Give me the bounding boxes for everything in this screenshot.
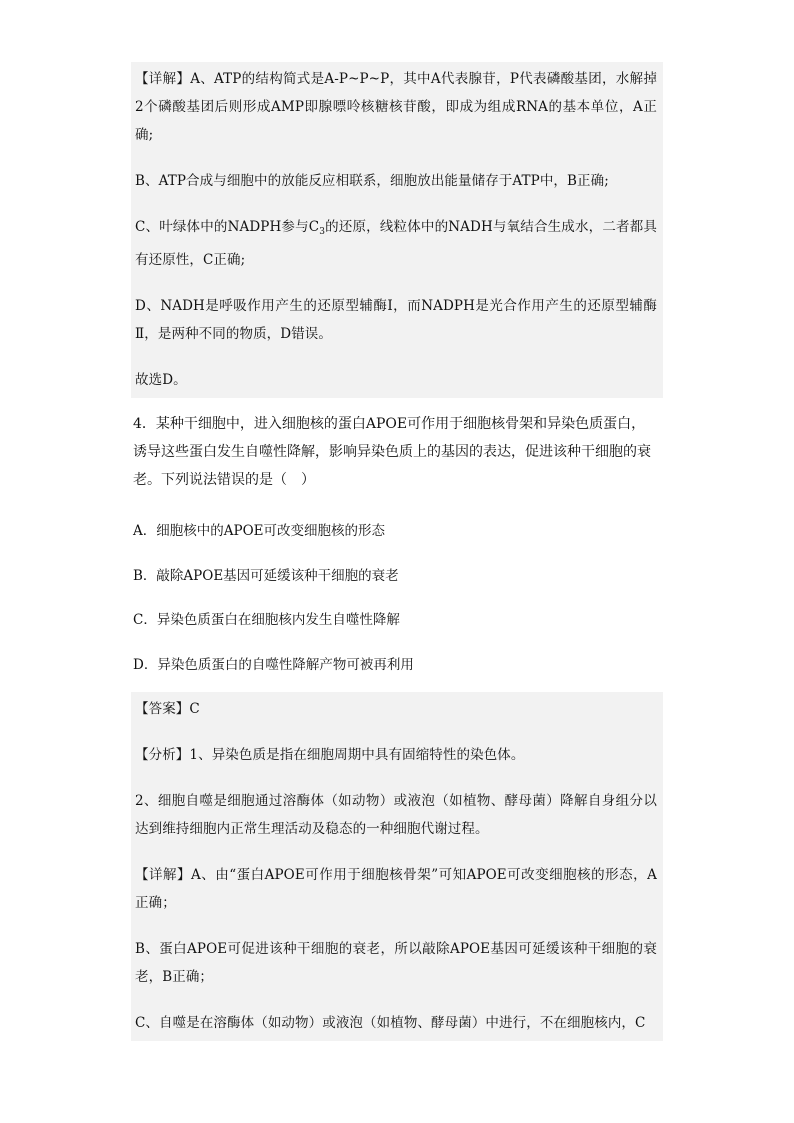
detail-label: 【详解】 <box>135 71 191 87</box>
explanation-prev-block <box>131 62 663 398</box>
answer-line <box>131 692 663 725</box>
explanation-d-text: D、NADH是呼吸作用产生的还原型辅酶Ⅰ，而NADPH是光合作用产生的还原型辅酶Ⅱ，是两种不同的物质，D错误。 <box>135 298 657 342</box>
analysis-line-1 <box>131 739 663 771</box>
answer-4-block <box>131 692 663 1041</box>
detail-b <box>131 933 663 993</box>
detail-a-text: A、由“蛋白APOE可作用于细胞核骨架”可知APOE可改变细胞核的形态，A正确； <box>135 867 657 911</box>
detail-a <box>131 859 663 919</box>
conclusion-text: 故选D。 <box>135 372 187 388</box>
explanation-item-c <box>131 211 663 276</box>
explanation-b-text: B、ATP合成与细胞中的放能反应相联系，细胞放出能量储存于ATP中，B正确; <box>135 173 609 189</box>
answer-label: 【答案】 <box>135 701 190 717</box>
option-a <box>131 515 663 547</box>
option-d <box>131 649 663 681</box>
explanation-a-text: A、ATP的结构简式是A-P~P~P，其中A代表腺苷，P代表磷酸基团，水解掉2个磷酸基团后则形成AMP即腺嘌呤核糖核苷酸，即成为组成RNA的基本单位，A正确; <box>135 71 657 143</box>
detail-c-text: C、自噬是在溶酶体（如动物）或液泡（如植物、酵母菌）中进行，不在细胞核内，C <box>135 1015 646 1031</box>
option-d-text: D．异染色质蛋白的自噬性降解产物可被再利用 <box>133 657 414 673</box>
detail-label-2: 【详解】 <box>135 867 191 883</box>
explanation-item-b <box>131 165 663 197</box>
analysis-label: 【分析】 <box>135 747 190 763</box>
explanation-conclusion <box>131 364 663 398</box>
explanation-c-post: 的还原，线粒体中的NADH与氧结合生成水，二者都具有还原性，C正确; <box>135 219 657 268</box>
analysis-line-2 <box>131 785 663 845</box>
explanation-c-pre: C、叶绿体中的NADPH参与C <box>135 219 320 235</box>
explanation-item-d <box>131 290 663 350</box>
option-c-text: C．异染色质蛋白在细胞核内发生自噬性降解 <box>133 612 400 628</box>
option-b <box>131 560 663 592</box>
option-a-text: A．细胞核中的APOE可改变细胞核的形态 <box>133 523 386 539</box>
subscript-3: 3 <box>319 227 326 237</box>
explanation-item-a <box>131 62 663 151</box>
analysis-1-text: 1、异染色质是指在细胞周期中具有固缩特性的染色体。 <box>189 747 525 763</box>
option-c <box>131 604 663 636</box>
answer-value: C <box>189 701 200 717</box>
analysis-2-text: 2、细胞自噬是细胞通过溶酶体（如动物）或液泡（如植物、酵母菌）降解自身组分以达到维持细胞内正常生理活动及稳态的一种细胞代谢过程。 <box>135 793 657 837</box>
detail-c <box>131 1007 663 1041</box>
option-b-text: B．敲除APOE基因可延缓该种干细胞的衰老 <box>133 568 399 584</box>
detail-b-text: B、蛋白APOE可促进该种干细胞的衰老，所以敲除APOE基因可延缓该种干细胞的衰老，B正确； <box>135 941 657 985</box>
question-4-block <box>131 408 663 496</box>
question-4-stem: 4．某种干细胞中，进入细胞核的蛋白APOE可作用于细胞核骨架和异染色质蛋白，诱导这些蛋白发生自噬性降解，影响异染色质上的基因的表达，促进该种干细胞的衰老。下列说法错误的是（ ） <box>133 416 651 488</box>
